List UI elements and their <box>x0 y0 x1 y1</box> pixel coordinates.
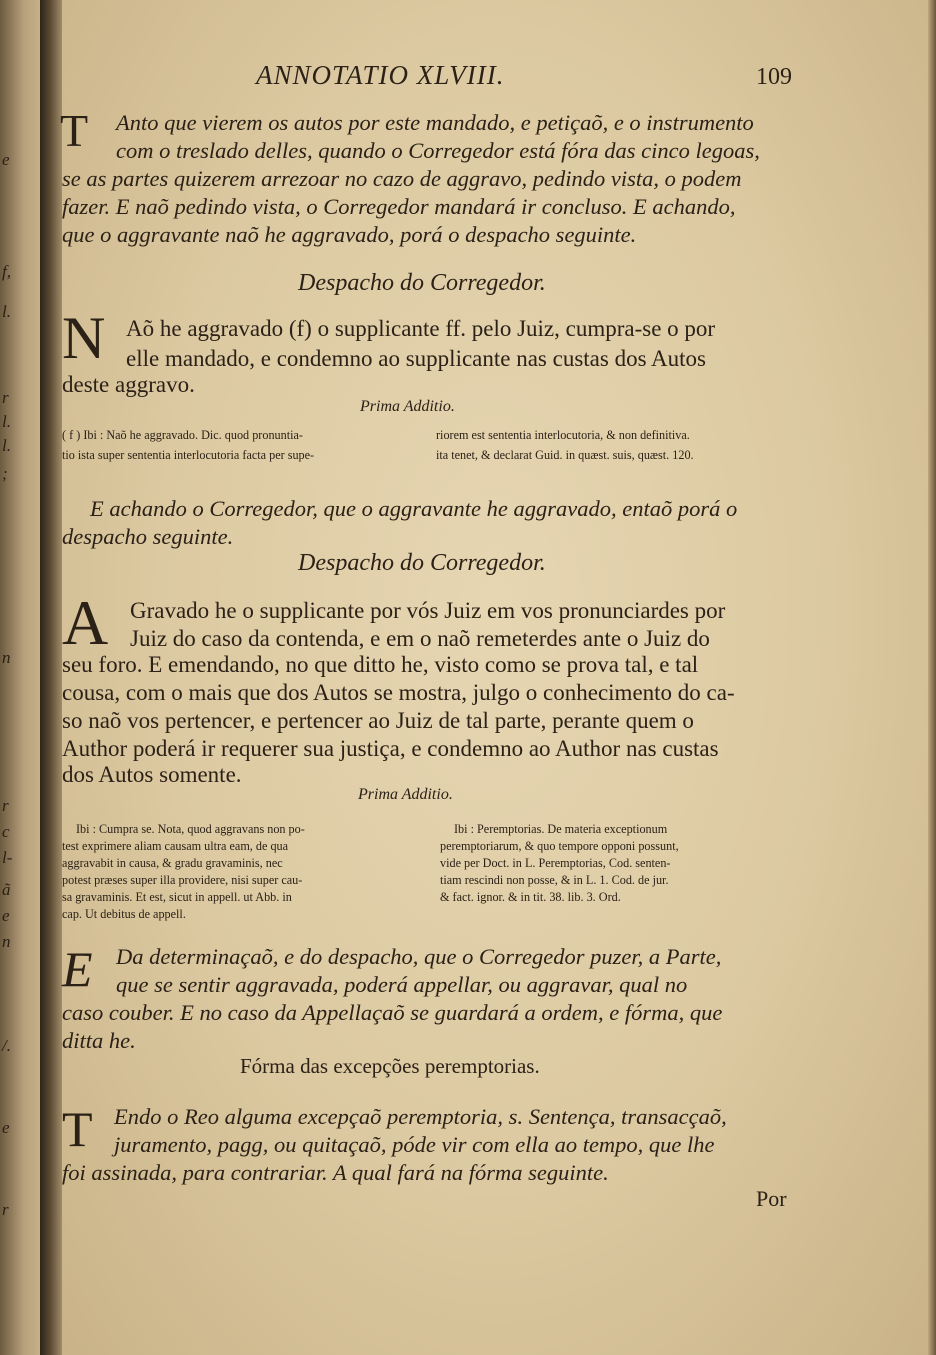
drop-cap: A <box>62 587 109 658</box>
margin-char: e <box>2 906 10 925</box>
margin-char: l. <box>2 302 11 321</box>
text-line: elle mandado, e condemno ao supplicante nas custas dos Autos <box>126 346 706 371</box>
drop-cap: T <box>60 105 89 156</box>
addition-title: Prima Additio. <box>358 786 453 803</box>
drop-cap: T <box>62 1101 93 1157</box>
text-line: seu foro. E emendando, no que ditto he, visto como se prova tal, e tal <box>62 652 699 677</box>
text-line: so naõ vos pertencer, e pertencer ao Juiz de tal parte, perante quem o <box>62 708 694 733</box>
note-line: & fact. ignor. & in tit. 38. lib. 3. Ord. <box>440 890 621 904</box>
note-line: potest præses super illa providere, nisi super cau- <box>62 873 303 887</box>
text-line: Author poderá ir requerer sua justiça, e condemno ao Author nas custas <box>62 736 719 761</box>
text-line: dos Autos somente. <box>62 762 242 787</box>
note-line: ( f ) Ibi : Naõ he aggravado. Dic. quod pronuntia- <box>62 428 303 442</box>
section-heading: Despacho do Corregedor. <box>298 270 546 296</box>
text-line: Gravado he o supplicante por vós Juiz em vos pronunciardes por <box>130 598 726 623</box>
text-line: Anto que vierem os autos por este mandado, e petiçaõ, e o instrumento <box>116 110 754 135</box>
page-edge <box>928 0 936 1355</box>
margin-char: l. <box>2 412 11 431</box>
margin-char: r <box>2 796 9 815</box>
margin-char: f, <box>2 262 11 281</box>
running-title: ANNOTATIO XLVIII. <box>256 60 505 90</box>
drop-cap: E <box>62 941 93 997</box>
text-line: que se sentir aggravada, poderá appellar, ou aggravar, qual no <box>116 972 688 997</box>
margin-char: l- <box>2 848 13 867</box>
margin-char: /. <box>2 1036 11 1055</box>
margin-char: r <box>2 1200 9 1219</box>
note-line: riorem est sententia interlocutoria, & non definitiva. <box>436 428 690 442</box>
margin-char: l. <box>2 436 11 455</box>
note-line: test exprimere aliam causam ultra eam, de qua <box>62 839 289 853</box>
text-line: Aõ he aggravado (f) o supplicante ff. pelo Juiz, cumpra-se o por <box>126 316 716 341</box>
addition-title: Prima Additio. <box>360 398 455 415</box>
note-line: tiam rescindi non posse, & in L. 1. Cod. de jur. <box>440 873 669 887</box>
text-line: se as partes quizerem arrezoar no cazo de aggravo, pedindo vista, o podem <box>62 166 742 191</box>
text-line: juramento, pagg, ou quitaçaõ, póde vir com ella ao tempo, que lhe <box>114 1132 715 1157</box>
text-line: Endo o Reo alguma excepçaõ peremptoria, s. Sentença, transacçaõ, <box>114 1104 727 1129</box>
page-number: 109 <box>756 64 792 90</box>
margin-char: n <box>2 932 11 951</box>
margin-char: ã <box>2 880 11 899</box>
note-line: cap. Ut debitus de appell. <box>62 907 186 921</box>
text-line: foi assinada, para contrariar. A qual fará na fórma seguinte. <box>62 1160 609 1185</box>
note-line: Ibi : Cumpra se. Nota, quod aggravans non po- <box>76 822 305 836</box>
text-line: deste aggravo. <box>62 372 195 397</box>
section-heading: Despacho do Corregedor. <box>298 550 546 576</box>
text-line: ditta he. <box>62 1028 136 1053</box>
note-line: tio ista super sententia interlocutoria facta per supe- <box>62 448 315 462</box>
margin-char: e <box>2 1118 10 1137</box>
margin-char: n <box>2 648 11 667</box>
text-line: Juiz do caso da contenda, e em o naõ remeterdes ante o Juiz do <box>130 626 710 651</box>
note-line: peremptoriarum, & quo tempore opponi possunt, <box>440 839 679 853</box>
margin-char: e <box>2 150 10 169</box>
drop-cap: N <box>62 305 106 371</box>
catchword: Por <box>756 1186 787 1211</box>
note-line: sa gravaminis. Et est, sicut in appell. ut Abb. in <box>62 890 292 904</box>
book-page <box>62 0 928 1355</box>
margin-char: c <box>2 822 10 841</box>
note-line: Ibi : Peremptorias. De materia exceptionum <box>454 822 668 836</box>
text-line: com o treslado delles, quando o Corregedor está fóra das cinco legoas, <box>116 138 760 163</box>
facing-page-edge <box>0 0 44 1355</box>
text-line: fazer. E naõ pedindo vista, o Corregedor mandará ir concluso. E achando, <box>62 194 736 219</box>
margin-char: ; <box>2 464 8 483</box>
text-line: E achando o Corregedor, que o aggravante he aggravado, entaõ porá o <box>90 496 738 521</box>
margin-char: r <box>2 388 9 407</box>
note-line: vide per Doct. in L. Peremptorias, Cod. senten- <box>440 856 671 870</box>
text-line: despacho seguinte. <box>62 524 234 549</box>
text-line: caso couber. E no caso da Appellaçaõ se guardará a ordem, e fórma, que <box>62 1000 723 1025</box>
text-line: Da determinaçaõ, e do despacho, que o Corregedor puzer, a Parte, <box>116 944 722 969</box>
note-line: aggravabit in causa, & gradu gravaminis, nec <box>62 856 283 870</box>
note-line: ita tenet, & declarat Guid. in quæst. suis, quæst. 120. <box>436 448 694 462</box>
section-heading: Fórma das excepções peremptorias. <box>240 1054 540 1078</box>
text-line: que o aggravante naõ he aggravado, porá o despacho seguinte. <box>62 222 637 247</box>
text-line: cousa, com o mais que dos Autos se mostra, julgo o conhecimento do ca- <box>62 680 735 705</box>
